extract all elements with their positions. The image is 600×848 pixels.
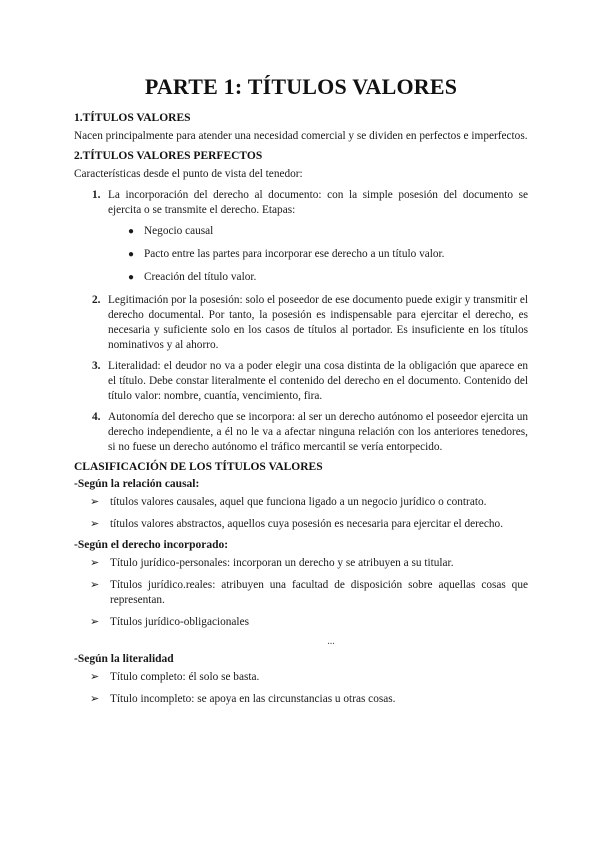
group-title: -Según el derecho incorporado: (74, 539, 229, 551)
section2-heading: 2.TÍTULOS VALORES PERFECTOS (74, 150, 263, 162)
item-text: Legitimación por la posesión: solo el poseedor de ese documento puede exigir y transmitir el derecho documental. Por tanto, la posesión es indispensable para ejercitar el derecho, es necesaria y suficiente solo en los casos de títulos al portador. Es insuficiente en los títulos nominativos y al ahorro. (108, 294, 528, 351)
bullet-icon: ● (128, 272, 135, 283)
arrow-bullet-icon: ➢ (90, 496, 100, 508)
item-text: títulos valores causales, aquel que funciona ligado a un negocio jurídico o contrato. (110, 496, 487, 508)
item-text: títulos valores abstractos, aquellos cuya posesión es necesaria para ejercitar el derecho. (110, 518, 504, 530)
arrow-bullet-icon: ➢ (90, 518, 100, 530)
group-title: -Según la relación causal: (74, 478, 200, 490)
page-title: PARTE 1: TÍTULOS VALORES (144, 74, 458, 99)
item-text: Título incompleto: se apoya en las circunstancias u otras cosas. (110, 693, 396, 705)
item-number: 2. (92, 294, 101, 306)
group-list (74, 556, 528, 630)
list-item (74, 517, 528, 532)
characteristics-list (74, 188, 528, 455)
item-text: Autonomía del derecho que se incorpora: al ser un derecho autónomo el poseedor ejercita un derecho independiente, a él no le va a afectar ninguna relación con los anteriores tenedores, si no fuese un derecho autónomo el tráfico mercantil se vería entorpecido. (108, 411, 528, 453)
list-item (108, 224, 528, 239)
list-item (74, 410, 528, 455)
section1-heading: 1.TÍTULOS VALORES (74, 112, 191, 124)
section2-intro: Características desde el punto de vista del tenedor: (74, 168, 303, 180)
item-text: Título jurídico-personales: incorporan un derecho y se atribuyen a su titular. (110, 557, 454, 569)
item-text: Títulos jurídico.reales: atribuyen una facultad de disposición sobre aquellas cosas que representan. (110, 579, 528, 606)
list-item (74, 359, 528, 404)
list-item (108, 270, 528, 285)
list-item (74, 188, 528, 285)
bullet-icon: ● (128, 249, 135, 260)
stage-text: Negocio causal (144, 225, 214, 237)
stages-list (108, 224, 528, 285)
list-item (74, 495, 528, 510)
stage-text: Pacto entre las partes para incorporar ese derecho a un título valor. (144, 248, 445, 260)
group-list (74, 495, 528, 532)
item-number: 4. (92, 411, 101, 423)
bullet-icon: ● (128, 226, 135, 237)
list-item (74, 556, 528, 571)
arrow-bullet-icon: ➢ (90, 693, 100, 705)
list-item (74, 670, 528, 685)
arrow-bullet-icon: ➢ (90, 616, 100, 628)
section1-text: Nacen principalmente para atender una necesidad comercial y se dividen en perfectos e imperfectos. (74, 130, 528, 142)
list-item (74, 578, 528, 608)
list-item (74, 293, 528, 353)
arrow-bullet-icon: ➢ (90, 557, 100, 569)
classification-heading: CLASIFICACIÓN DE LOS TÍTULOS VALORES (74, 461, 323, 473)
item-text: Título completo: él solo se basta. (110, 671, 260, 683)
group-title: -Según la literalidad (74, 653, 174, 665)
item-number: 3. (92, 360, 101, 372)
item-number: 1. (92, 189, 101, 201)
item-text: La incorporación del derecho al documento: con la simple posesión del documento se ejercita o se transmite el derecho. Etapas: (108, 189, 528, 216)
item-text: Literalidad: el deudor no va a poder elegir una cosa distinta de la obligación que aparece en el título. Debe constar literalmente el contenido del derecho en el documento. Contenido del título valor: nombre, cuantía, vencimiento, fira. (108, 360, 528, 402)
list-item (108, 247, 528, 262)
arrow-bullet-icon: ➢ (90, 671, 100, 683)
list-item (74, 615, 528, 630)
list-item (74, 692, 528, 707)
group-list (74, 670, 528, 707)
item-text: Títulos jurídico-obligacionales (110, 616, 249, 628)
ellipsis-mark: ... (327, 636, 335, 647)
stage-text: Creación del título valor. (144, 271, 257, 283)
arrow-bullet-icon: ➢ (90, 579, 100, 591)
